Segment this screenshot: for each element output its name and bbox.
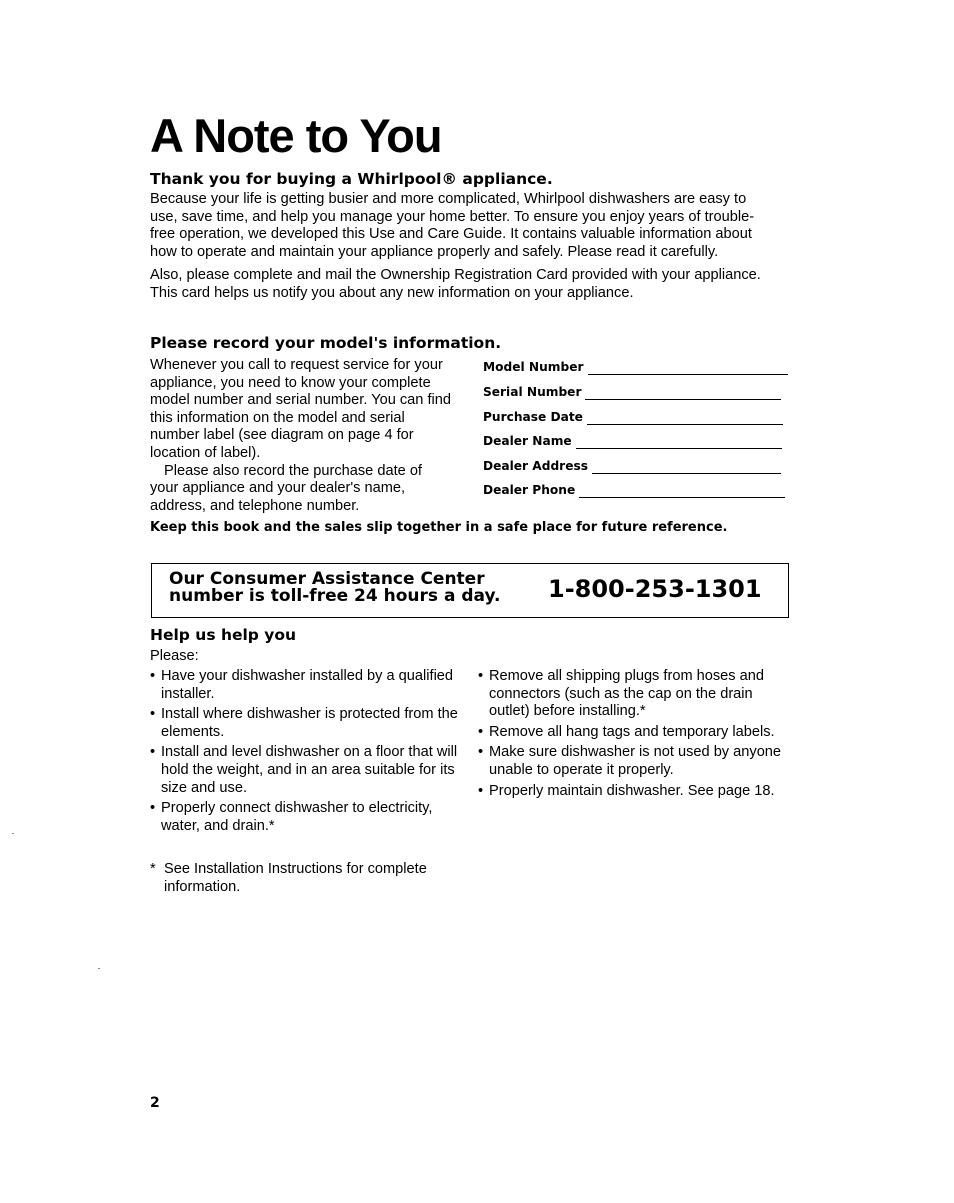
list-item: • Have your dishwasher installed by a qualified installer. [150, 668, 468, 703]
scan-speck [98, 968, 100, 969]
field-label: Serial Number [483, 385, 582, 399]
page-title: A Note to You [150, 109, 442, 162]
purchase-info-paragraph: Please also record the purchase date of your appliance and your dealer's name, address, and telephone number. [150, 462, 422, 514]
assistance-line-1: Our Consumer Assistance Center [169, 569, 485, 589]
dealer-phone-field [483, 483, 785, 498]
footnote [150, 861, 460, 896]
field-label: Dealer Name [483, 434, 572, 448]
list-item: • Install where dishwasher is protected from the elements. [150, 706, 468, 741]
list-item: • Properly connect dishwasher to electricity, water, and drain.* [150, 800, 468, 835]
intro-section [150, 191, 768, 303]
list-item: • Properly maintain dishwasher. See page 18. [478, 783, 796, 801]
registration-paragraph: Also, please complete and mail the Ownership Registration Card provided with your appliance. This card helps us notify you about any new information on your appliance. [150, 267, 761, 301]
thank-you-heading: Thank you for buying a Whirlpool® appliance. [150, 170, 553, 188]
dealer-name-field [483, 434, 782, 449]
help-intro: Please: [150, 648, 199, 664]
list-item: • Remove all shipping plugs from hoses and connectors (such as the cap on the drain outlet) before installing.* [478, 668, 796, 721]
dealer-address-line[interactable] [592, 461, 781, 474]
serial-number-field [483, 385, 781, 400]
list-item: • Remove all hang tags and temporary labels. [478, 724, 796, 742]
field-label: Dealer Phone [483, 483, 576, 497]
field-label: Purchase Date [483, 410, 583, 424]
scan-speck [12, 833, 14, 834]
purchase-date-line[interactable] [587, 412, 783, 425]
assistance-line-2: number is toll-free 24 hours a day. [169, 586, 501, 606]
purchase-date-field [483, 410, 783, 425]
list-item: • Install and level dishwasher on a floor that will hold the weight, and in an area suitable for its size and use. [150, 744, 468, 797]
serial-number-line[interactable] [585, 387, 781, 400]
phone-number: 1-800-253-1301 [548, 575, 762, 603]
intro-paragraph: Because your life is getting busier and more complicated, Whirlpool dishwashers are easy to use, save time, and help you manage your home better. To ensure you enjoy years of trouble-free operation, we developed this Use and Care Guide. It contains valuable information about how to operate and maintain your appliance properly and safely. Please read it carefully. [150, 191, 755, 260]
help-heading: Help us help you [150, 626, 297, 644]
model-number-field [483, 360, 788, 375]
field-label: Dealer Address [483, 459, 588, 473]
model-info-paragraph: Whenever you call to request service for your appliance, you need to know your complete model number and serial number. You can find this information on the model and serial number label (see diagram on page 4 for location of label). [150, 357, 451, 461]
assistance-text [169, 571, 500, 605]
dealer-name-line[interactable] [576, 436, 782, 449]
keep-note: Keep this book and the sales slip together in a safe place for future reference. [150, 520, 728, 535]
page-number: 2 [150, 1095, 160, 1111]
field-label: Model Number [483, 360, 584, 374]
dealer-phone-line[interactable] [579, 485, 785, 498]
model-info-text [150, 357, 452, 515]
help-list-left [150, 668, 468, 835]
footnote-text: See Installation Instructions for complete information. [164, 861, 427, 895]
dealer-address-field [483, 459, 781, 474]
model-info-heading: Please record your model's information. [150, 334, 502, 352]
model-number-line[interactable] [588, 362, 788, 375]
list-item: • Make sure dishwasher is not used by anyone unable to operate it properly. [478, 744, 796, 779]
footnote-marker: * [150, 861, 156, 877]
help-list-right [478, 668, 796, 800]
